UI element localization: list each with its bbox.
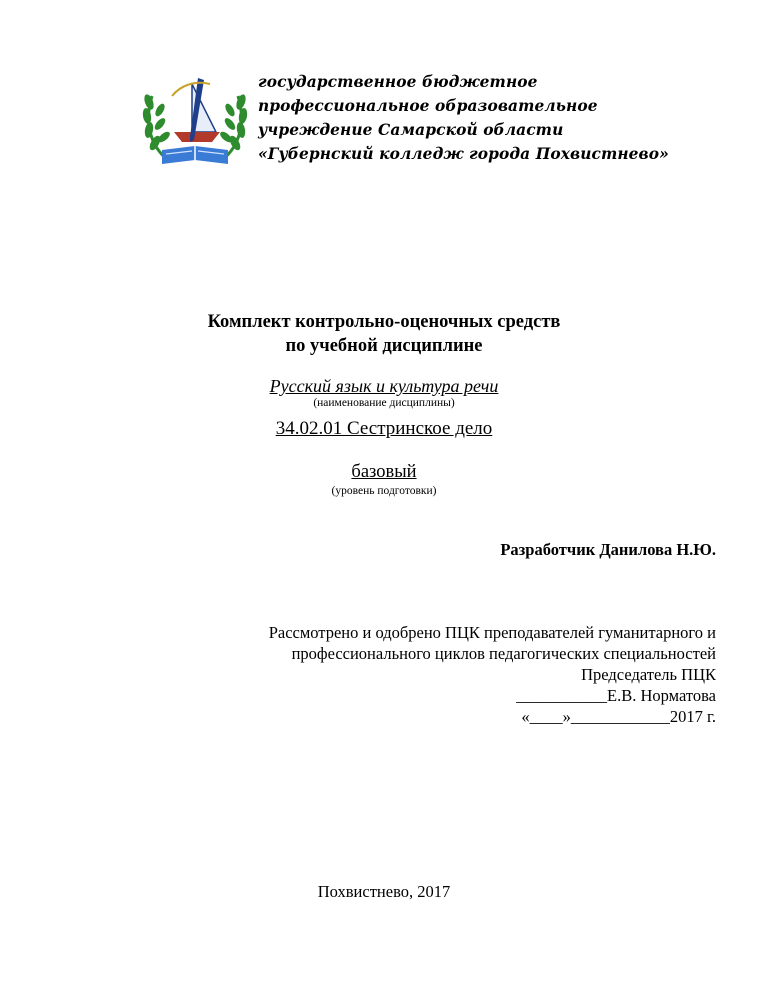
- approval-line-3: Председатель ПЦК: [581, 665, 716, 684]
- discipline-caption: (наименование дисциплины): [313, 397, 455, 409]
- approval-line-2: профессионального циклов педагогических специальностей: [291, 644, 716, 663]
- city-year: Похвистнево, 2017: [317, 882, 451, 901]
- organization-name: [258, 70, 728, 166]
- specialty: [0, 418, 768, 440]
- approval-line-1: Рассмотрено и одобрено ПЦК преподавателей гуманитарного и: [268, 623, 716, 642]
- document-title: [0, 310, 768, 358]
- training-level-caption: (уровень подготовки): [331, 485, 437, 497]
- college-emblem-logo: [140, 66, 250, 170]
- discipline-value: Русский язык и культура речи: [269, 376, 499, 396]
- training-level-value: базовый: [351, 462, 417, 482]
- title-line-2: по учебной дисциплине: [285, 336, 483, 356]
- discipline-name: [0, 376, 768, 397]
- training-level: [0, 462, 768, 483]
- specialty-value: 34.02.01 Сестринское дело: [275, 418, 493, 439]
- org-line: учреждение Самарской области: [258, 121, 564, 139]
- approval-date-line: «____»____________2017 г.: [521, 707, 716, 726]
- org-line: «Губернский колледж города Похвистнево»: [258, 145, 669, 163]
- developer: Разработчик Данилова Н.Ю.: [500, 540, 716, 559]
- approval-block: [269, 622, 716, 727]
- title-line-1: Комплект контрольно-оценочных средств: [207, 312, 561, 332]
- approval-signature-line: ___________Е.В. Норматова: [516, 686, 716, 705]
- org-line: профессиональное образовательное: [258, 97, 598, 115]
- org-line: государственное бюджетное: [258, 73, 538, 91]
